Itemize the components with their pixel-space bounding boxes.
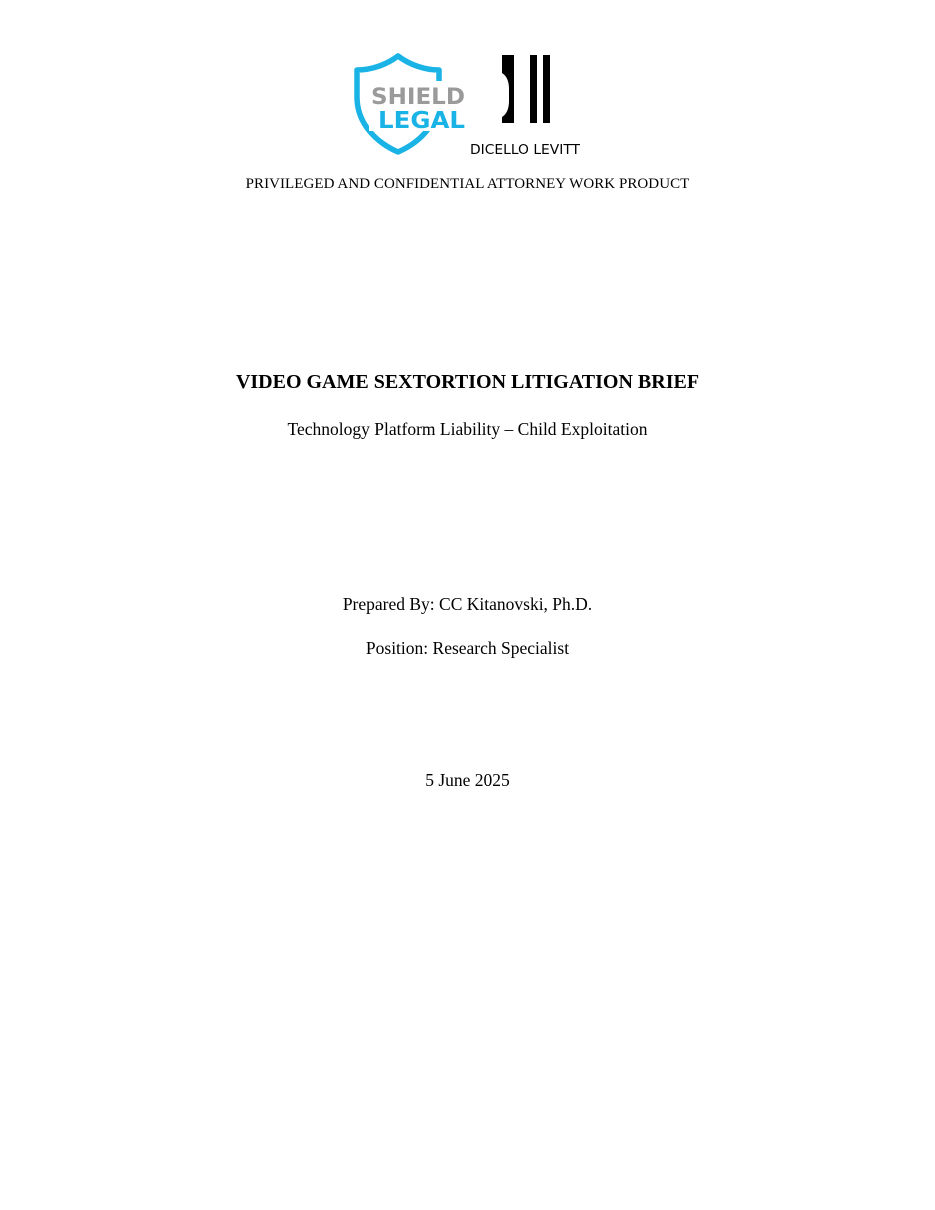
- logo-bar: [0, 50, 935, 160]
- document-title: VIDEO GAME SEXTORTION LITIGATION BRIEF: [235, 371, 700, 393]
- confidential-notice: PRIVILEGED AND CONFIDENTIAL ATTORNEY WORK PRODUCT: [245, 176, 690, 192]
- prepared-by: Prepared By: CC Kitanovski, Ph.D.: [342, 594, 593, 614]
- shield-legal-logo: [353, 53, 469, 155]
- dicello-levitt-name: DICELLO LEVITT: [470, 142, 581, 158]
- dll-mark-icon: [502, 55, 550, 123]
- dicello-levitt-logo: [468, 54, 584, 158]
- shield-legal-line1: SHIELD: [371, 85, 465, 110]
- author-position: Position: Research Specialist: [365, 638, 570, 658]
- shield-legal-line2: LEGAL: [378, 108, 466, 134]
- document-date: 5 June 2025: [425, 770, 510, 790]
- document-subtitle: Technology Platform Liability – Child Exploitation: [287, 419, 648, 439]
